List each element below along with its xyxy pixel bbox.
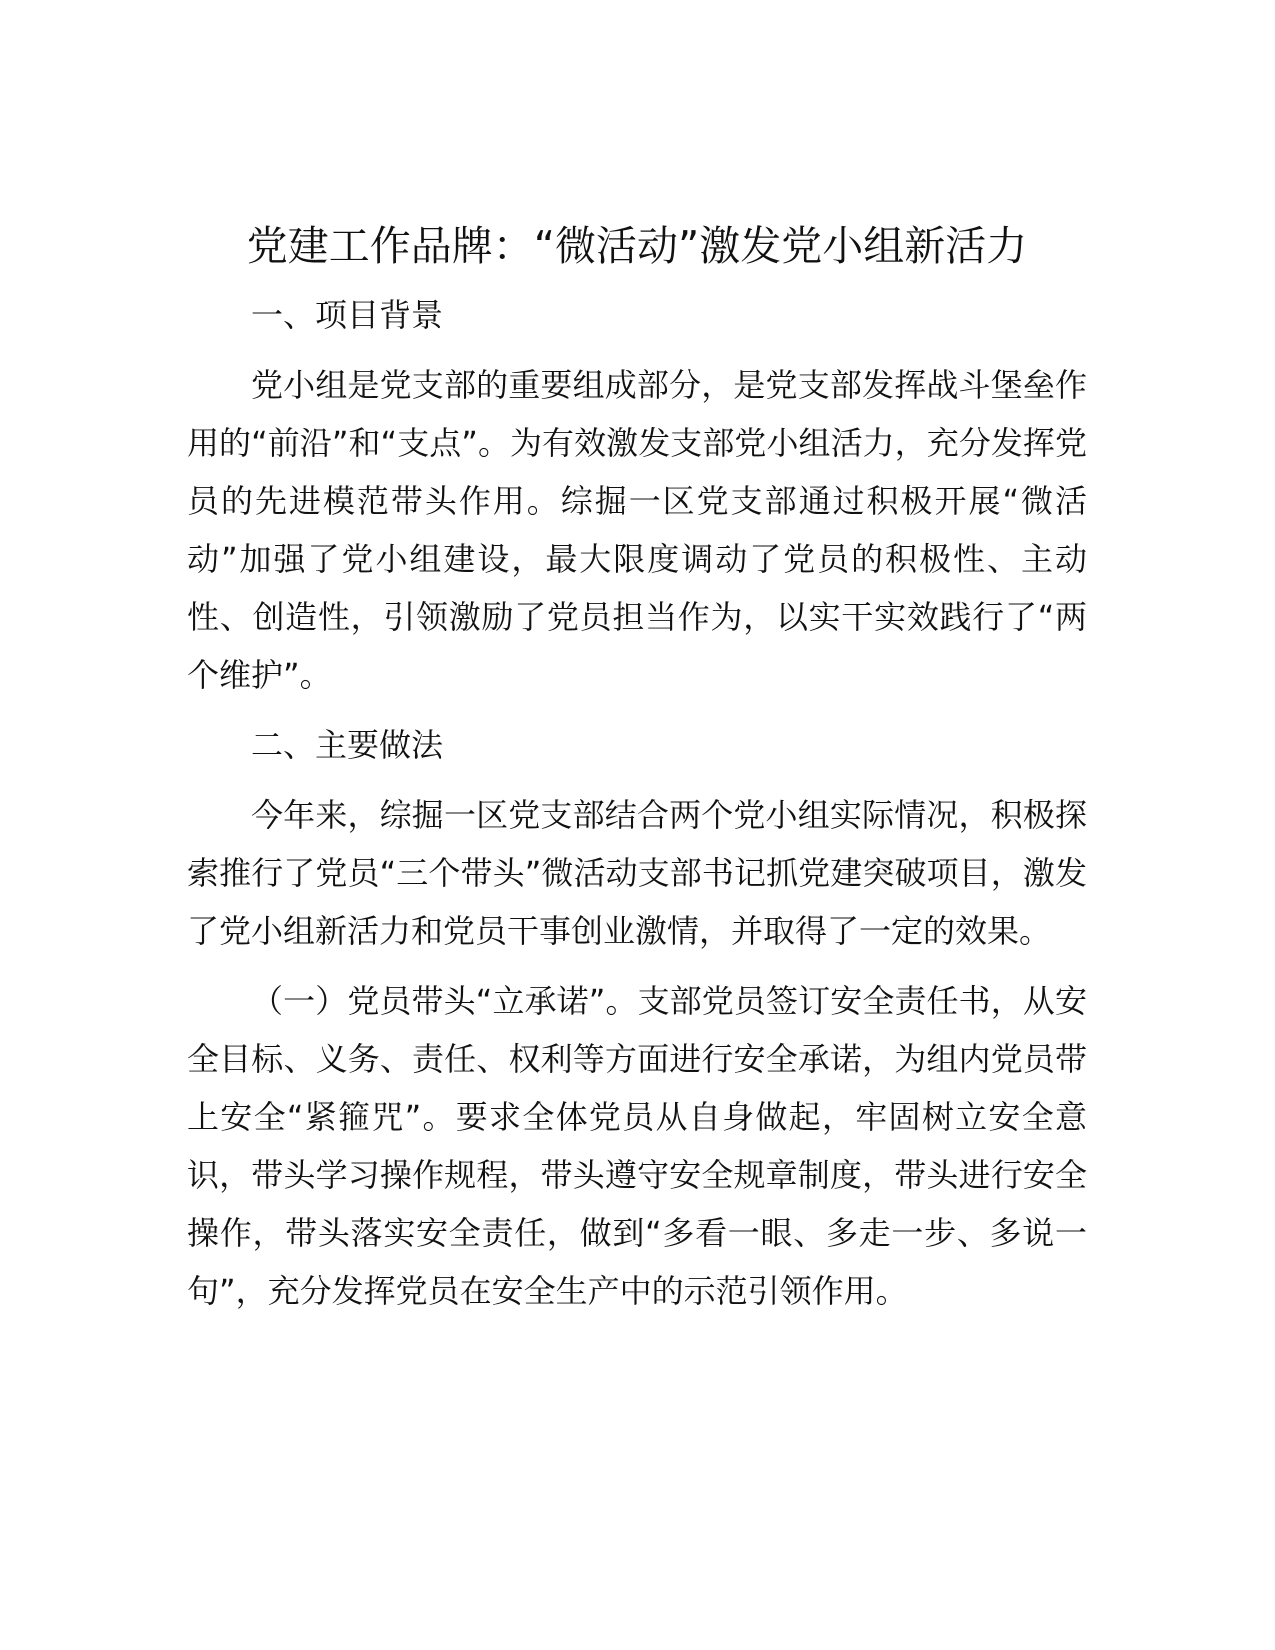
paragraph-commitment: （一）党员带头“立承诺”。支部党员签订安全责任书，从安全目标、义务、责任、权利等方面进行安全承诺，为组内党员带上安全“紧箍咒”。要求全体党员从自身做起，牢固树立安全意识，带头学习操作规程，带头遵守安全规章制度，带头进行安全操作，带头落实安全责任，做到“多看一眼、多走一步、多说一句”，充分发挥党员在安全生产中的示范引领作用。	[187, 982, 1087, 1310]
paragraph-background: 党小组是党支部的重要组成部分，是党支部发挥战斗堡垒作用的“前沿”和“支点”。为有效激发支部党小组活力，充分发挥党员的先进模范带头作用。综掘一区党支部通过积极开展“微活动”加强了党小组建设，最大限度调动了党员的积极性、主动性、创造性，引领激励了党员担当作为，以实干实效践行了“两个维护”。	[187, 366, 1087, 694]
section-heading-methods: 二、主要做法	[251, 726, 444, 764]
document-title: 党建工作品牌：“微活动”激发党小组新活力	[246, 222, 1028, 270]
document-body	[187, 218, 1087, 1332]
section-heading-background: 一、项目背景	[251, 296, 444, 334]
paragraph-methods-intro: 今年来，综掘一区党支部结合两个党小组实际情况，积极探索推行了党员“三个带头”微活动支部书记抓党建突破项目，激发了党小组新活力和党员干事创业激情，并取得了一定的效果。	[187, 796, 1087, 950]
